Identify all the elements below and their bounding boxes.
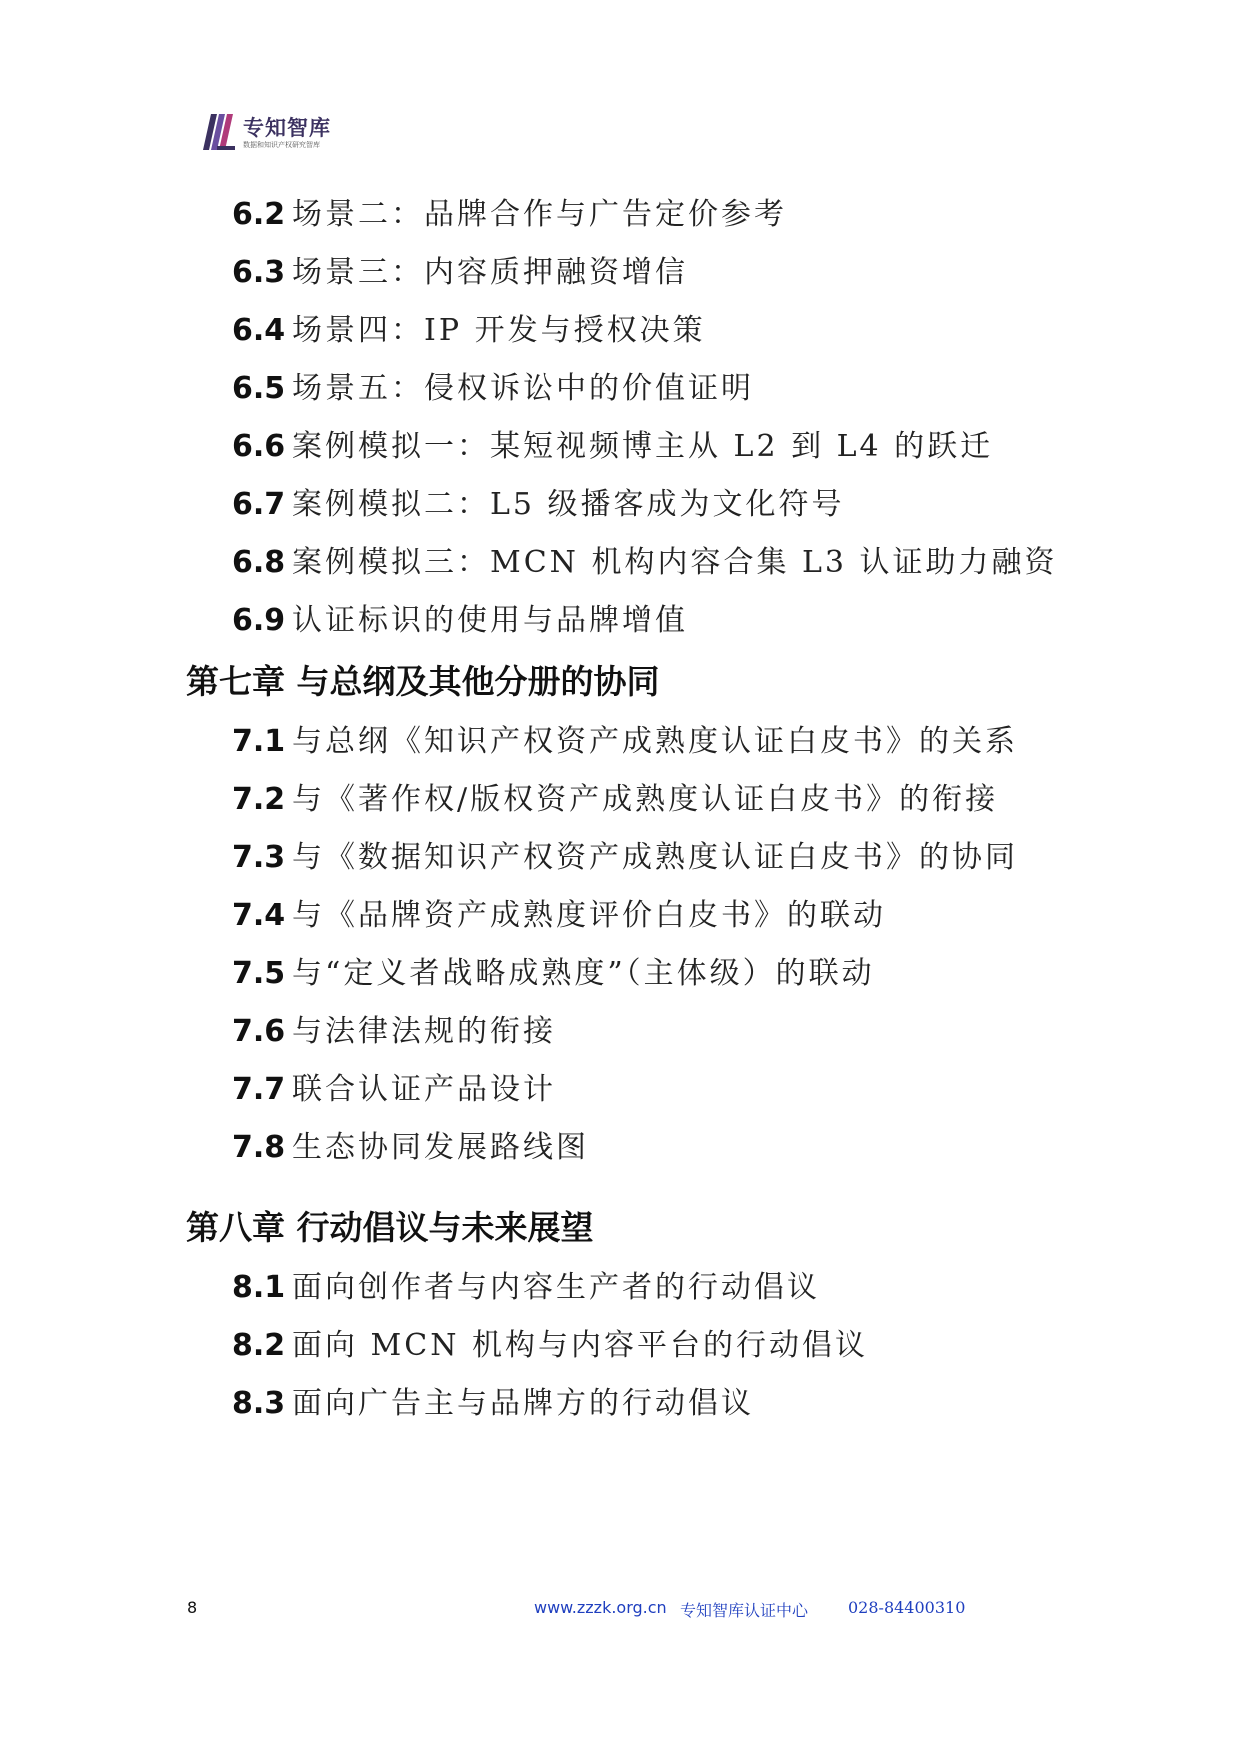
toc-item-number: 8.3 bbox=[232, 1386, 286, 1421]
toc-item[interactable] bbox=[232, 253, 688, 293]
toc-item[interactable] bbox=[232, 722, 1018, 762]
toc-item-title: 面向广告主与品牌方的行动倡议 bbox=[292, 1386, 754, 1421]
toc-item[interactable] bbox=[232, 896, 886, 936]
toc-item-title: 与《著作权/版权资产成熟度认证白皮书》的衔接 bbox=[292, 782, 999, 817]
toc-item-number: 6.7 bbox=[232, 487, 286, 522]
chapter-heading-8[interactable]: 第八章 行动倡议与未来展望 bbox=[186, 1208, 594, 1247]
logo-name: 专知智库 bbox=[243, 116, 331, 140]
toc-item[interactable] bbox=[232, 543, 1058, 583]
toc-item[interactable] bbox=[232, 1128, 589, 1168]
toc-item[interactable] bbox=[232, 1326, 868, 1366]
toc-item[interactable] bbox=[232, 780, 998, 820]
toc-item-number: 6.5 bbox=[232, 371, 286, 406]
logo-mark-icon bbox=[201, 112, 237, 152]
toc-item-number: 7.7 bbox=[232, 1072, 286, 1107]
toc-item-number: 7.4 bbox=[232, 898, 286, 933]
toc-item[interactable] bbox=[232, 1070, 556, 1110]
toc-item-title: 生态协同发展路线图 bbox=[292, 1130, 589, 1165]
toc-item-title: 与法律法规的衔接 bbox=[292, 1014, 556, 1049]
toc-item[interactable] bbox=[232, 1384, 754, 1424]
toc-item-title: 面向创作者与内容生产者的行动倡议 bbox=[292, 1270, 820, 1305]
toc-item-title: 场景二：品牌合作与广告定价参考 bbox=[292, 197, 787, 232]
toc-item[interactable] bbox=[232, 838, 1018, 878]
toc-item-number: 7.2 bbox=[232, 782, 286, 817]
toc-item-title: 场景三：内容质押融资增信 bbox=[292, 255, 688, 290]
logo-tagline: 数据和知识产权研究智库 bbox=[243, 141, 320, 149]
website-link[interactable]: www.zzzk.org.cn bbox=[534, 1598, 667, 1617]
toc-item-title: 场景四：IP 开发与授权决策 bbox=[292, 313, 706, 348]
toc-item-number: 6.4 bbox=[232, 313, 286, 348]
toc-item-number: 6.6 bbox=[232, 429, 286, 464]
toc-item-number: 6.8 bbox=[232, 545, 286, 580]
toc-item[interactable] bbox=[232, 485, 845, 525]
toc-item[interactable] bbox=[232, 195, 787, 235]
toc-item-number: 7.8 bbox=[232, 1130, 286, 1165]
toc-item-number: 7.3 bbox=[232, 840, 286, 875]
toc-item-title: 案例模拟一：某短视频博主从 L2 到 L4 的跃迁 bbox=[292, 429, 994, 464]
toc-item-title: 面向 MCN 机构与内容平台的行动倡议 bbox=[292, 1328, 868, 1363]
toc-item-title: 与《品牌资产成熟度评价白皮书》的联动 bbox=[292, 898, 886, 933]
toc-item-title: 案例模拟三：MCN 机构内容合集 L3 认证助力融资 bbox=[292, 545, 1058, 580]
toc-item[interactable] bbox=[232, 1012, 556, 1052]
toc-item[interactable] bbox=[232, 369, 754, 409]
toc-item-title: 与《数据知识产权资产成熟度认证白皮书》的协同 bbox=[292, 840, 1018, 875]
toc-item-title: 案例模拟二：L5 级播客成为文化符号 bbox=[292, 487, 845, 522]
toc-item-title: 认证标识的使用与品牌增值 bbox=[292, 603, 688, 638]
toc-item-number: 6.2 bbox=[232, 197, 286, 232]
page-footer bbox=[0, 1598, 1240, 1622]
toc-item-number: 7.5 bbox=[232, 956, 286, 991]
page-number: 8 bbox=[187, 1598, 198, 1617]
toc-item[interactable] bbox=[232, 1268, 820, 1308]
toc-item-title: 联合认证产品设计 bbox=[292, 1072, 556, 1107]
toc-item-title: 与总纲《知识产权资产成熟度认证白皮书》的关系 bbox=[292, 724, 1018, 759]
toc-item[interactable] bbox=[232, 311, 706, 351]
toc-item[interactable] bbox=[232, 954, 875, 994]
toc-item-title: 场景五：侵权诉讼中的价值证明 bbox=[292, 371, 754, 406]
phone-number: 028-84400310 bbox=[848, 1598, 966, 1617]
chapter-heading-7[interactable]: 第七章 与总纲及其他分册的协同 bbox=[186, 662, 660, 701]
center-name: 专知智库认证中心 bbox=[680, 1601, 809, 1620]
toc-item-title: 与“定义者战略成熟度”（主体级）的联动 bbox=[292, 956, 875, 991]
toc-item[interactable] bbox=[232, 427, 993, 467]
toc-item-number: 6.9 bbox=[232, 603, 286, 638]
toc-item-number: 7.1 bbox=[232, 724, 286, 759]
toc-item[interactable] bbox=[232, 601, 688, 641]
toc-item-number: 8.2 bbox=[232, 1328, 286, 1363]
toc-item-number: 8.1 bbox=[232, 1270, 286, 1305]
toc-item-number: 7.6 bbox=[232, 1014, 286, 1049]
toc-item-number: 6.3 bbox=[232, 255, 286, 290]
